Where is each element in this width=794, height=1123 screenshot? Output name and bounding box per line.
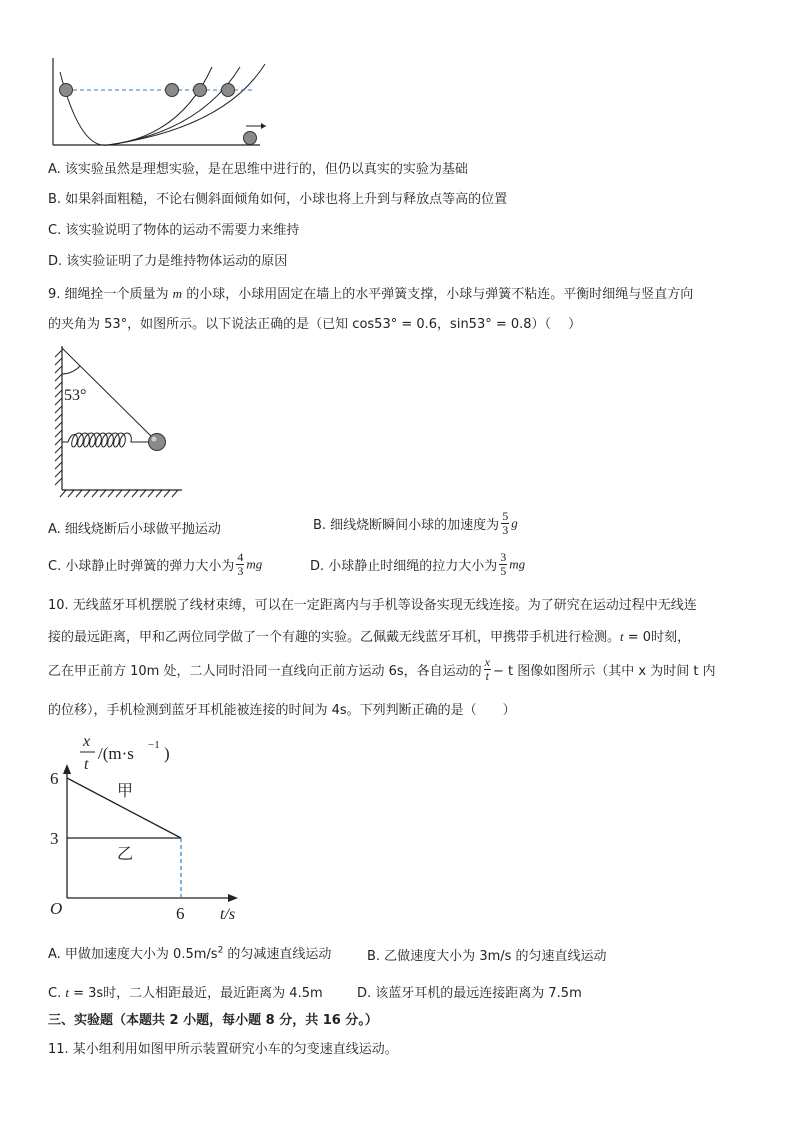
q8-ball-a (166, 84, 179, 97)
q9-stem-line1 (48, 285, 693, 304)
q9-mass-symbol: m (172, 286, 183, 301)
q9-option-d-fraction (499, 551, 507, 578)
chart-y-axis-arrow (63, 764, 71, 774)
q9-option-b (313, 510, 518, 537)
q8-option-b: B. 如果斜面粗糙，不论右侧斜面倾角如何，小球也将上升到与释放点等高的位置 (48, 192, 508, 207)
q9-ball-highlight (152, 437, 157, 442)
q10-stem-line3 (48, 656, 716, 683)
q10-option-d: D. 该蓝牙耳机的最远连接距离为 7.5m (357, 986, 582, 1001)
q10-frac-den: t (485, 669, 489, 683)
q10-option-c-t: t (65, 985, 69, 1000)
q10-option-a-sup: 2 (217, 945, 224, 956)
q9-option-c-fraction (236, 551, 244, 578)
q9-option-c-unit: mg (246, 556, 263, 572)
q9-spring (62, 433, 148, 447)
q9-option-c-label: C. 小球静止时弹簧的弹力大小为 (48, 559, 235, 574)
x-tick-label-6: 6 (176, 904, 185, 923)
q9-option-b-fraction (501, 510, 509, 537)
q8-arrow-head (261, 123, 266, 129)
q9-angle-label: 53° (64, 387, 87, 404)
q9-stem-line2: 的夹角为 53°，如图所示。以下说法正确的是（已知 cos53° = 0.6，sin53° = 0.8）（ ） (48, 317, 582, 332)
chart-ylabel-num: x (83, 733, 91, 750)
q9-option-c-den: 3 (237, 564, 244, 578)
q8-option-d: D. 该实验证明了力是维持物体运动的原因 (48, 254, 288, 269)
q9-option-d (310, 551, 525, 578)
q8-ball-b (194, 84, 207, 97)
q10-chart (40, 730, 260, 930)
q9-stem-part: 的小球，小球用固定在墙上的水平弹簧支撑，小球与弹簧不粘连。平衡时细绳与竖直方向 (182, 287, 694, 302)
series-label-乙: 乙 (117, 846, 134, 863)
q9-option-b-unit: g (511, 515, 518, 531)
q8-option-c: C. 该实验说明了物体的运动不需要力来维持 (48, 223, 300, 238)
y-tick-label-3: 3 (50, 829, 59, 848)
q9-option-a: A. 细线烧断后小球做平抛运动 (48, 522, 221, 537)
q9-wall-hatch (55, 350, 62, 485)
q10-stem-line2 (48, 628, 690, 647)
q8-curve-1 (60, 67, 212, 145)
q10-stem-line4: 的位移），手机检测到蓝牙耳机能被连接的时间为 4s。下列判断正确的是（ ） (48, 703, 516, 718)
q9-option-d-den: 5 (500, 564, 507, 578)
q8-inclined-plane-figure (40, 52, 280, 152)
q9-stem-part: 9. 细绳拴一个质量为 (48, 287, 173, 302)
q10-stem-part: − t 图像如图所示（其中 x 为时间 t 内 (492, 664, 716, 679)
chart-ylabel-close: ) (164, 744, 170, 763)
q10-option-c-text: = 3s时，二人相距最近，最近距离为 4.5m (68, 986, 323, 1001)
q8-curve-3 (108, 64, 265, 145)
q10-x-over-t (484, 656, 491, 683)
y-tick-label-6: 6 (50, 769, 59, 788)
chart-xlabel: t/s (220, 906, 236, 923)
chart-ylabel-exp: −1 (148, 739, 160, 751)
q10-frac-num: x (484, 655, 490, 669)
q9-option-c (48, 551, 262, 578)
q9-option-b-label: B. 细线烧断瞬间小球的加速度为 (313, 518, 500, 533)
chart-origin: O (50, 899, 63, 918)
q9-spring-ball-figure (44, 344, 194, 500)
q10-stem-part: = 0时刻， (623, 630, 691, 645)
q9-option-d-num: 3 (500, 550, 507, 564)
q11-stem: 11. 某小组利用如图甲所示装置研究小车的匀变速直线运动。 (48, 1042, 398, 1057)
q10-option-c (48, 982, 323, 1001)
q8-curve-2 (108, 67, 240, 145)
chart-x-axis-arrow (228, 894, 238, 902)
q10-option-a-text: 的匀减速直线运动 (223, 947, 332, 962)
chart-ylabel-unit: /(m·s (98, 744, 134, 763)
section3-heading: 三、实验题（本题共 2 小题，每小题 8 分，共 16 分。） (48, 1013, 378, 1028)
q8-ball-ground (244, 132, 257, 145)
q8-option-a: A. 该实验虽然是理想实验，是在思维中进行的，但仍以真实的实验为基础 (48, 162, 468, 177)
q10-option-c-text: C. (48, 986, 66, 1001)
q10-stem-line1: 10. 无线蓝牙耳机摆脱了线材束缚，可以在一定距离内与手机等设备实现无线连接。为了研究在运动过程中无线连 (48, 598, 697, 613)
chart-ylabel-den: t (84, 756, 89, 773)
q9-angle-arc (62, 366, 80, 374)
q9-option-c-num: 4 (237, 550, 244, 564)
q10-stem-part: 接的最远距离，甲和乙两位同学做了一个有趣的实验。乙佩戴无线蓝牙耳机，甲携带手机进行检测。 (48, 630, 621, 645)
q9-option-b-den: 3 (502, 523, 509, 537)
q9-option-d-unit: mg (509, 556, 526, 572)
q10-option-a (48, 943, 331, 962)
q9-floor-hatch (60, 490, 178, 497)
q9-ball (149, 434, 166, 451)
q9-option-b-num: 5 (502, 509, 509, 523)
q10-t-symbol: t (620, 629, 624, 644)
q8-ball-start (60, 84, 73, 97)
series-label-甲: 甲 (117, 783, 134, 800)
q10-option-b: B. 乙做速度大小为 3m/s 的匀速直线运动 (367, 949, 607, 964)
q8-ball-c (222, 84, 235, 97)
q10-option-a-text: A. 甲做加速度大小为 0.5m/s (48, 947, 218, 962)
q9-option-d-label: D. 小球静止时细绳的拉力大小为 (310, 559, 498, 574)
q10-stem-part: 乙在甲正前方 10m 处，二人同时沿同一直线向正前方运动 6s，各自运动的 (48, 664, 482, 679)
